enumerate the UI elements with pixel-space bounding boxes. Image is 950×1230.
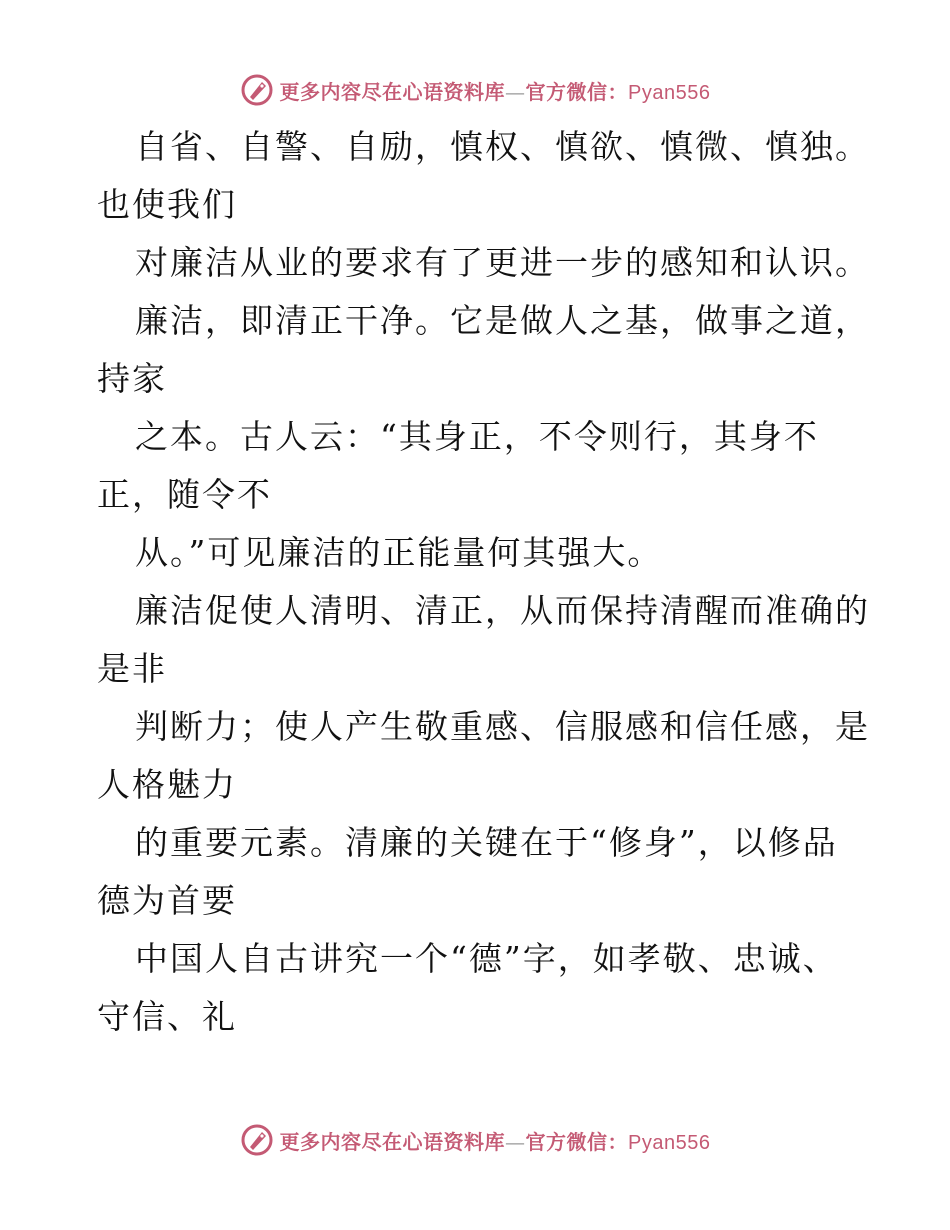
header-watermark (0, 70, 950, 110)
text-line: 人格魅力 (97, 765, 237, 804)
text-line: 也使我们 (97, 185, 237, 224)
text-line: 的重要元素。清廉的关键在于“修身”，以修品 (135, 823, 838, 862)
pen-nib-logo-icon (240, 1123, 274, 1157)
text-line: 之本。古人云：“其身正，不令则行，其身不 (135, 417, 819, 456)
text-line: 廉洁，即清正干净。它是做人之基，做事之道， (135, 301, 870, 340)
text-line: 守信、礼 (97, 997, 237, 1036)
text-line: 自省、自警、自励，慎权、慎欲、慎微、慎独。 (135, 127, 870, 166)
text-line: 持家 (97, 359, 167, 398)
text-line: 中国人自古讲究一个“德”字，如孝敬、忠诚、 (135, 939, 838, 978)
footer-watermark (0, 1120, 950, 1160)
text-line: 从。”可见廉洁的正能量何其强大。 (135, 533, 663, 572)
text-line: 是非 (97, 649, 167, 688)
watermark-text: 更多内容尽在心语资料库—官方微信：Pyan556 (279, 79, 711, 104)
document-body (97, 118, 870, 1046)
text-line: 对廉洁从业的要求有了更进一步的感知和认识。 (135, 243, 870, 282)
watermark-text: 更多内容尽在心语资料库—官方微信：Pyan556 (279, 1129, 711, 1154)
text-line: 判断力；使人产生敬重感、信服感和信任感，是 (135, 707, 870, 746)
text-line: 正，随令不 (97, 475, 272, 514)
pen-nib-logo-icon (240, 73, 274, 107)
text-line: 德为首要 (97, 881, 237, 920)
text-line: 廉洁促使人清明、清正，从而保持清醒而准确的 (135, 591, 870, 630)
